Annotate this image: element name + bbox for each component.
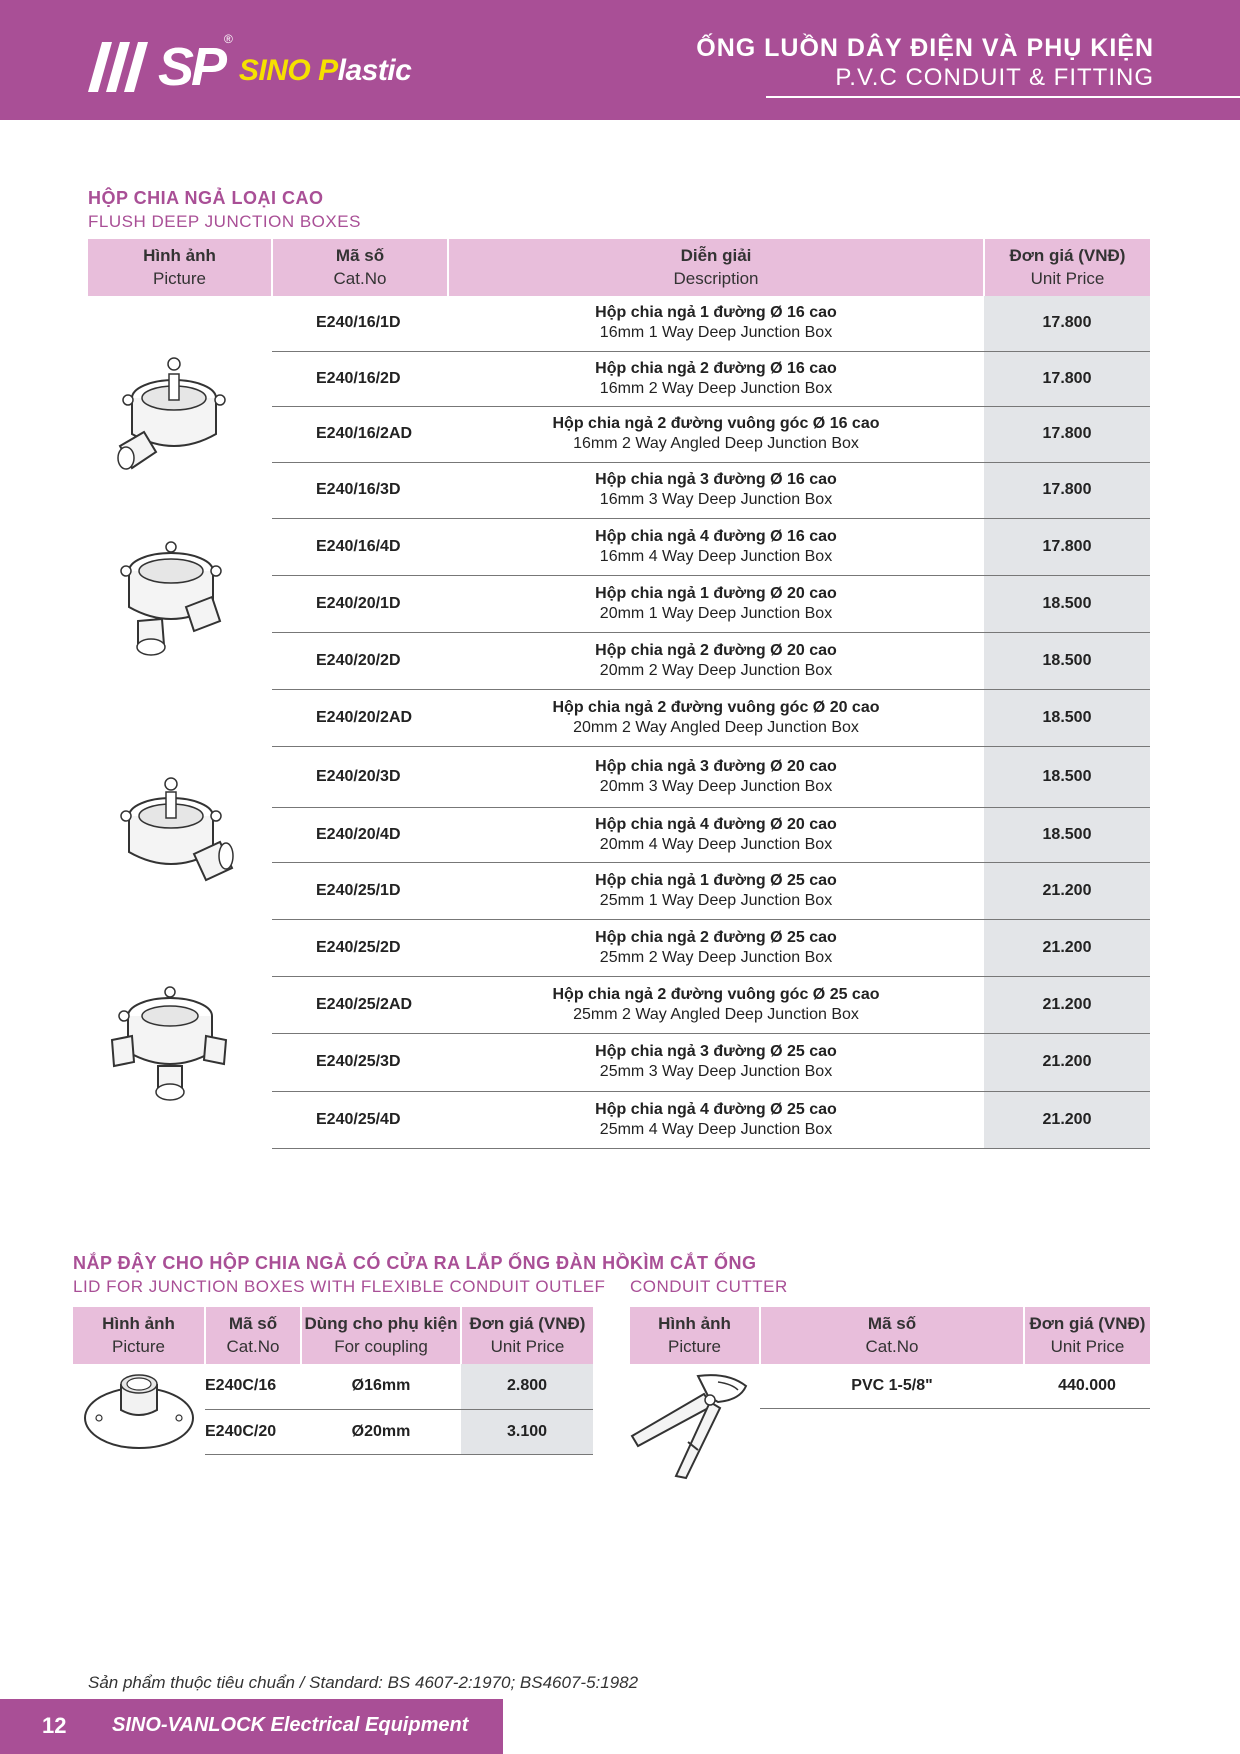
lid-header-row xyxy=(73,1307,593,1364)
row-code: E240/16/2D xyxy=(272,351,448,406)
col-code: Mã số Cat.No xyxy=(272,239,448,296)
row-code: E240/20/4D xyxy=(272,807,448,862)
page-footer xyxy=(0,1699,503,1754)
row-price: 18.500 xyxy=(984,689,1150,746)
row-code: E240/16/1D xyxy=(272,296,448,351)
row-description: Hộp chia ngả 3 đường Ø 20 cao 20mm 3 Way Deep Junction Box xyxy=(448,746,984,807)
junction-lid-image xyxy=(81,1366,199,1452)
col-picture: Hình ảnh Picture xyxy=(630,1307,760,1364)
row-coupling: Ø20mm xyxy=(301,1409,461,1454)
junction-header-row xyxy=(88,239,1150,296)
page-header xyxy=(0,0,1240,120)
col-coupling: Dùng cho phụ kiện For coupling xyxy=(301,1307,461,1364)
col-picture: Hình ảnh Picture xyxy=(73,1307,205,1364)
row-description: Hộp chia ngả 3 đường Ø 25 cao 25mm 3 Way Deep Junction Box xyxy=(448,1033,984,1091)
col-description: Diễn giải Description xyxy=(448,239,984,296)
row-price: 440.000 xyxy=(1024,1364,1150,1408)
row-code: E240/16/3D xyxy=(272,462,448,518)
row-price: 17.800 xyxy=(984,296,1150,351)
row-code: E240/25/1D xyxy=(272,862,448,919)
row-description: Hộp chia ngả 3 đường Ø 16 cao 16mm 3 Way Deep Junction Box xyxy=(448,462,984,518)
junction-title-vn: HỘP CHIA NGẢ LOẠI CAO xyxy=(88,188,324,208)
row-price: 3.100 xyxy=(461,1409,593,1454)
row-price: 21.200 xyxy=(984,976,1150,1033)
standard-footnote: Sản phẩm thuộc tiêu chuẩn / Standard: BS 4607-2:1970; BS4607-5:1982 xyxy=(88,1673,639,1692)
cutter-table xyxy=(630,1307,1150,1409)
row-price: 21.200 xyxy=(984,862,1150,919)
row-price: 18.500 xyxy=(984,575,1150,632)
logo-sino: SINO xyxy=(238,54,311,87)
footer-text: SINO-VANLOCK Electrical Equipment xyxy=(112,1714,469,1736)
row-description: Hộp chia ngả 2 đường vuông góc Ø 25 cao 25mm 2 Way Angled Deep Junction Box xyxy=(448,976,984,1033)
row-price: 17.800 xyxy=(984,518,1150,575)
col-price: Đơn giá (VNĐ) Unit Price xyxy=(984,239,1150,296)
junction-pictures xyxy=(88,296,272,1148)
row-code: E240/25/3D xyxy=(272,1033,448,1091)
lid-title-vn: NẮP ĐẬY CHO HỘP CHIA NGẢ CÓ CỬA RA LẮP ỐNG ĐÀN HỒI xyxy=(73,1253,636,1273)
row-code: E240/20/1D xyxy=(272,575,448,632)
junction-table xyxy=(88,239,1150,1149)
row-code: E240/16/4D xyxy=(272,518,448,575)
row-code: E240/20/3D xyxy=(272,746,448,807)
table-row xyxy=(73,1364,593,1409)
row-description: Hộp chia ngả 1 đường Ø 20 cao 20mm 1 Way Deep Junction Box xyxy=(448,575,984,632)
header-title-en: P.V.C CONDUIT & FITTING xyxy=(835,64,1154,91)
cutter-picture xyxy=(630,1364,760,1408)
row-price: 21.200 xyxy=(984,1033,1150,1091)
row-code: E240C/16 xyxy=(205,1364,301,1409)
row-code: E240/20/2AD xyxy=(272,689,448,746)
row-description: Hộp chia ngả 1 đường Ø 25 cao 25mm 1 Way Deep Junction Box xyxy=(448,862,984,919)
row-coupling: Ø16mm xyxy=(301,1364,461,1409)
header-divider xyxy=(766,96,1240,98)
junction-box-angled-image xyxy=(116,776,236,896)
col-code: Mã số Cat.No xyxy=(760,1307,1024,1364)
row-description: Hộp chia ngả 1 đường Ø 16 cao 16mm 1 Way Deep Junction Box xyxy=(448,296,984,351)
row-price: 21.200 xyxy=(984,1091,1150,1148)
row-price: 18.500 xyxy=(984,746,1150,807)
col-code: Mã số Cat.No xyxy=(205,1307,301,1364)
row-price: 2.800 xyxy=(461,1364,593,1409)
brand-logo xyxy=(88,32,412,97)
row-code: E240/25/2D xyxy=(272,919,448,976)
junction-box-4way-image xyxy=(110,986,230,1116)
header-title xyxy=(696,34,1154,92)
lid-table xyxy=(73,1307,593,1455)
row-description: Hộp chia ngả 4 đường Ø 25 cao 25mm 4 Way Deep Junction Box xyxy=(448,1091,984,1148)
row-description: Hộp chia ngả 2 đường Ø 20 cao 20mm 2 Way Deep Junction Box xyxy=(448,632,984,689)
conduit-cutter-image xyxy=(628,1372,756,1482)
row-description: Hộp chia ngả 2 đường vuông góc Ø 20 cao 20mm 2 Way Angled Deep Junction Box xyxy=(448,689,984,746)
table-row xyxy=(630,1364,1150,1408)
page-number: 12 xyxy=(42,1713,67,1738)
row-code: E240C/20 xyxy=(205,1409,301,1454)
row-description: Hộp chia ngả 2 đường Ø 25 cao 25mm 2 Way Deep Junction Box xyxy=(448,919,984,976)
col-price: Đơn giá (VNĐ) Unit Price xyxy=(461,1307,593,1364)
header-title-vn: ỐNG LUỒN DÂY ĐIỆN VÀ PHỤ KIỆN xyxy=(696,34,1154,62)
row-price: 21.200 xyxy=(984,919,1150,976)
row-code: E240/25/2AD xyxy=(272,976,448,1033)
row-price: 18.500 xyxy=(984,632,1150,689)
logo-lastic: lastic xyxy=(337,54,412,87)
row-price: 17.800 xyxy=(984,351,1150,406)
lid-title-en: LID FOR JUNCTION BOXES WITH FLEXIBLE CONDUIT OUTLEF xyxy=(73,1277,606,1296)
row-price: 18.500 xyxy=(984,807,1150,862)
row-price: 17.800 xyxy=(984,406,1150,462)
lid-picture xyxy=(73,1364,205,1454)
junction-title-en: FLUSH DEEP JUNCTION BOXES xyxy=(88,212,361,231)
row-description: Hộp chia ngả 2 đường Ø 16 cao 16mm 2 Way Deep Junction Box xyxy=(448,351,984,406)
cutter-header-row xyxy=(630,1307,1150,1364)
row-description: Hộp chia ngả 2 đường vuông góc Ø 16 cao 16mm 2 Way Angled Deep Junction Box xyxy=(448,406,984,462)
junction-box-2way-image xyxy=(116,356,226,476)
row-description: Hộp chia ngả 4 đường Ø 20 cao 20mm 4 Way Deep Junction Box xyxy=(448,807,984,862)
registered-mark: ® xyxy=(224,32,233,46)
row-code: E240/25/4D xyxy=(272,1091,448,1148)
row-description: Hộp chia ngả 4 đường Ø 16 cao 16mm 4 Way Deep Junction Box xyxy=(448,518,984,575)
row-price: 17.800 xyxy=(984,462,1150,518)
logo-slashes-icon xyxy=(88,42,158,92)
row-code: PVC 1-5/8" xyxy=(760,1364,1024,1408)
cutter-title-en: CONDUIT CUTTER xyxy=(630,1277,788,1296)
row-code: E240/20/2D xyxy=(272,632,448,689)
logo-p: P xyxy=(318,54,338,87)
logo-wordmark xyxy=(239,54,411,88)
row-code: E240/16/2AD xyxy=(272,406,448,462)
col-price: Đơn giá (VNĐ) Unit Price xyxy=(1024,1307,1150,1364)
col-picture: Hình ảnh Picture xyxy=(88,239,272,296)
logo-mark: SP xyxy=(158,37,225,97)
cutter-title-vn: KÌM CẮT ỐNG xyxy=(630,1253,757,1273)
junction-box-3way-image xyxy=(116,541,226,661)
